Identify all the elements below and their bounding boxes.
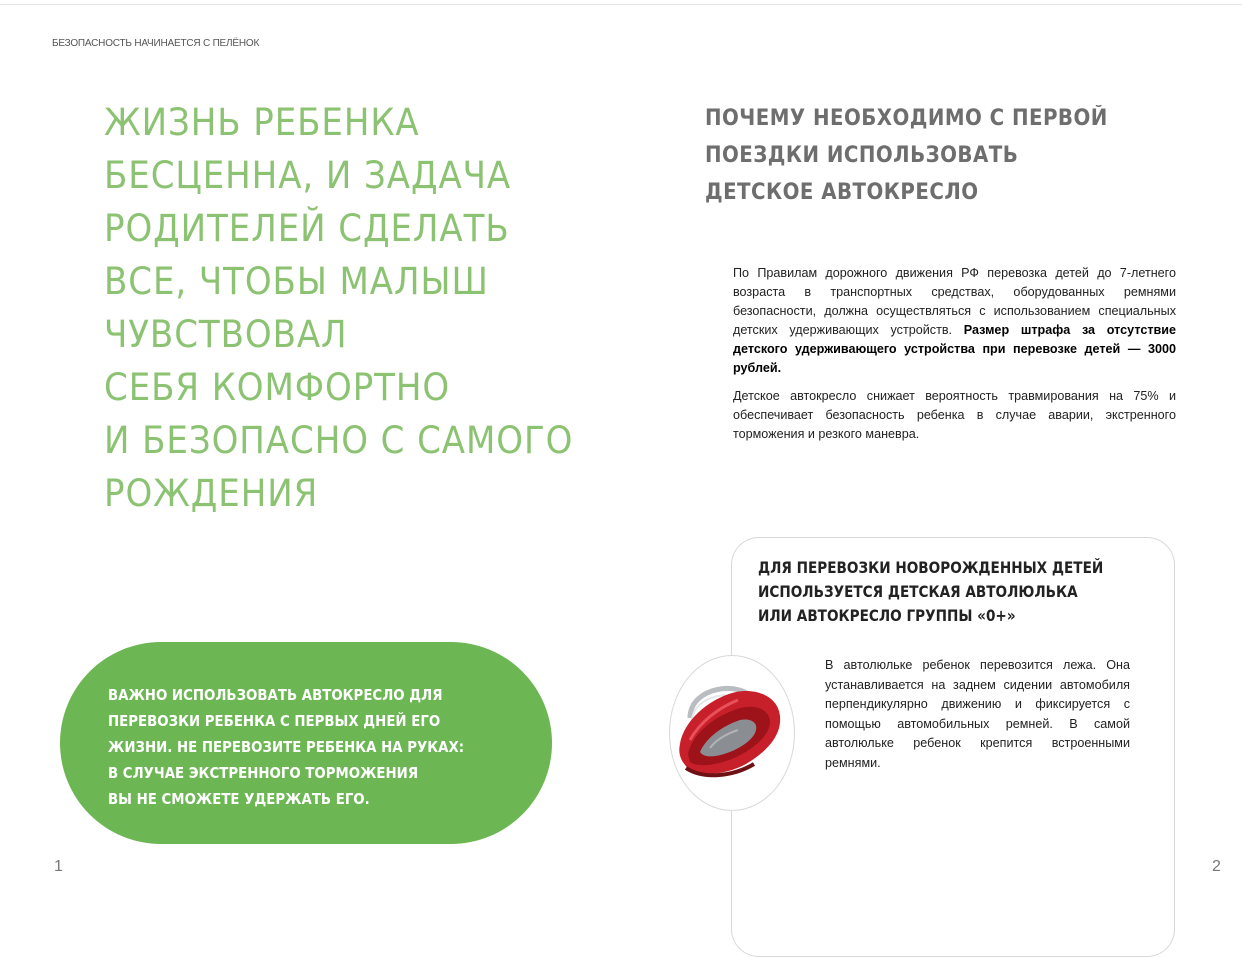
paragraph-rules — [733, 264, 1176, 378]
section-heading-line: ДЕТСКОЕ АВТОКРЕСЛО — [705, 180, 979, 205]
main-heading — [104, 96, 574, 520]
main-heading-line: СЕБЯ КОМФОРТНО — [104, 366, 451, 409]
main-heading-line: БЕСЦЕННА, И ЗАДАЧА — [104, 154, 512, 197]
callout-pill — [60, 642, 552, 844]
card-text — [825, 656, 1130, 773]
top-rule — [0, 0, 1242, 5]
main-heading-line: РОДИТЕЛЕЙ СДЕЛАТЬ — [104, 207, 510, 250]
paragraph-safety: Детское автокресло снижает вероятность травмирования на 75% и обеспечивает безопасность ребенка в случае аварии, экстренного торможения и резкого маневра. — [733, 389, 1176, 441]
section-heading — [705, 100, 1108, 211]
section-heading-line: ПОЕЗДКИ ИСПОЛЬЗОВАТЬ — [705, 143, 1019, 168]
page-number-right: 2 — [1212, 858, 1221, 875]
callout-line: ПЕРЕВОЗКИ РЕБЕНКА С ПЕРВЫХ ДНЕЙ ЕГО — [108, 712, 441, 730]
card-title-line: ИЛИ АВТОКРЕСЛО ГРУППЫ «0+» — [758, 606, 1016, 625]
card-title-line: ИСПОЛЬЗУЕТСЯ ДЕТСКАЯ АВТОЛЮЛЬКА — [758, 582, 1078, 601]
callout-line: ВЫ НЕ СМОЖЕТЕ УДЕРЖАТЬ ЕГО. — [108, 790, 370, 808]
card-paragraph: В автолюльке ребенок перевозится лежа. Она устанавливается на заднем сидении автомобиля перпендикулярно движению и фиксируется с помощью автомобильных ремней. В самой автолюльке ребенок крепится встроенными ремнями. — [825, 658, 1130, 770]
callout-line: ВАЖНО ИСПОЛЬЗОВАТЬ АВТОКРЕСЛО ДЛЯ — [108, 686, 443, 704]
car-seat-image — [669, 655, 795, 811]
main-heading-line: ЖИЗНЬ РЕБЕНКА — [104, 101, 420, 144]
main-heading-line: РОЖДЕНИЯ — [104, 472, 319, 515]
body-text — [733, 264, 1176, 453]
section-heading-line: ПОЧЕМУ НЕОБХОДИМО С ПЕРВОЙ — [705, 106, 1108, 131]
infant-car-seat-icon — [670, 656, 794, 810]
paragraph-rules-bold: Размер штрафа за отсутствие детского удерживающего устройства при перевозке детей — 3000 рублей. — [733, 323, 1176, 375]
main-heading-line: И БЕЗОПАСНО С САМОГО — [104, 419, 574, 462]
callout-line: В СЛУЧАЕ ЭКСТРЕННОГО ТОРМОЖЕНИЯ — [108, 764, 419, 782]
page-number-left: 1 — [54, 858, 63, 875]
callout-line: ЖИЗНИ. НЕ ПЕРЕВОЗИТЕ РЕБЕНКА НА РУКАХ: — [108, 738, 465, 756]
main-heading-line: ВСЕ, ЧТОБЫ МАЛЫШ — [104, 260, 489, 303]
card-title — [758, 556, 1103, 628]
running-head: БЕЗОПАСНОСТЬ НАЧИНАЕТСЯ С ПЕЛЁНОК — [52, 38, 260, 49]
paragraph-rules-regular: По Правилам дорожного движения РФ перевозка детей до 7-летнего возраста в транспортных средствах, оборудованных ремнями безопасности, должна осуществляться с использованием специальных детских удерживающих устройств. — [733, 266, 1176, 337]
main-heading-line: ЧУВСТВОВАЛ — [104, 313, 348, 356]
card-title-line: ДЛЯ ПЕРЕВОЗКИ НОВОРОЖДЕННЫХ ДЕТЕЙ — [758, 558, 1104, 577]
